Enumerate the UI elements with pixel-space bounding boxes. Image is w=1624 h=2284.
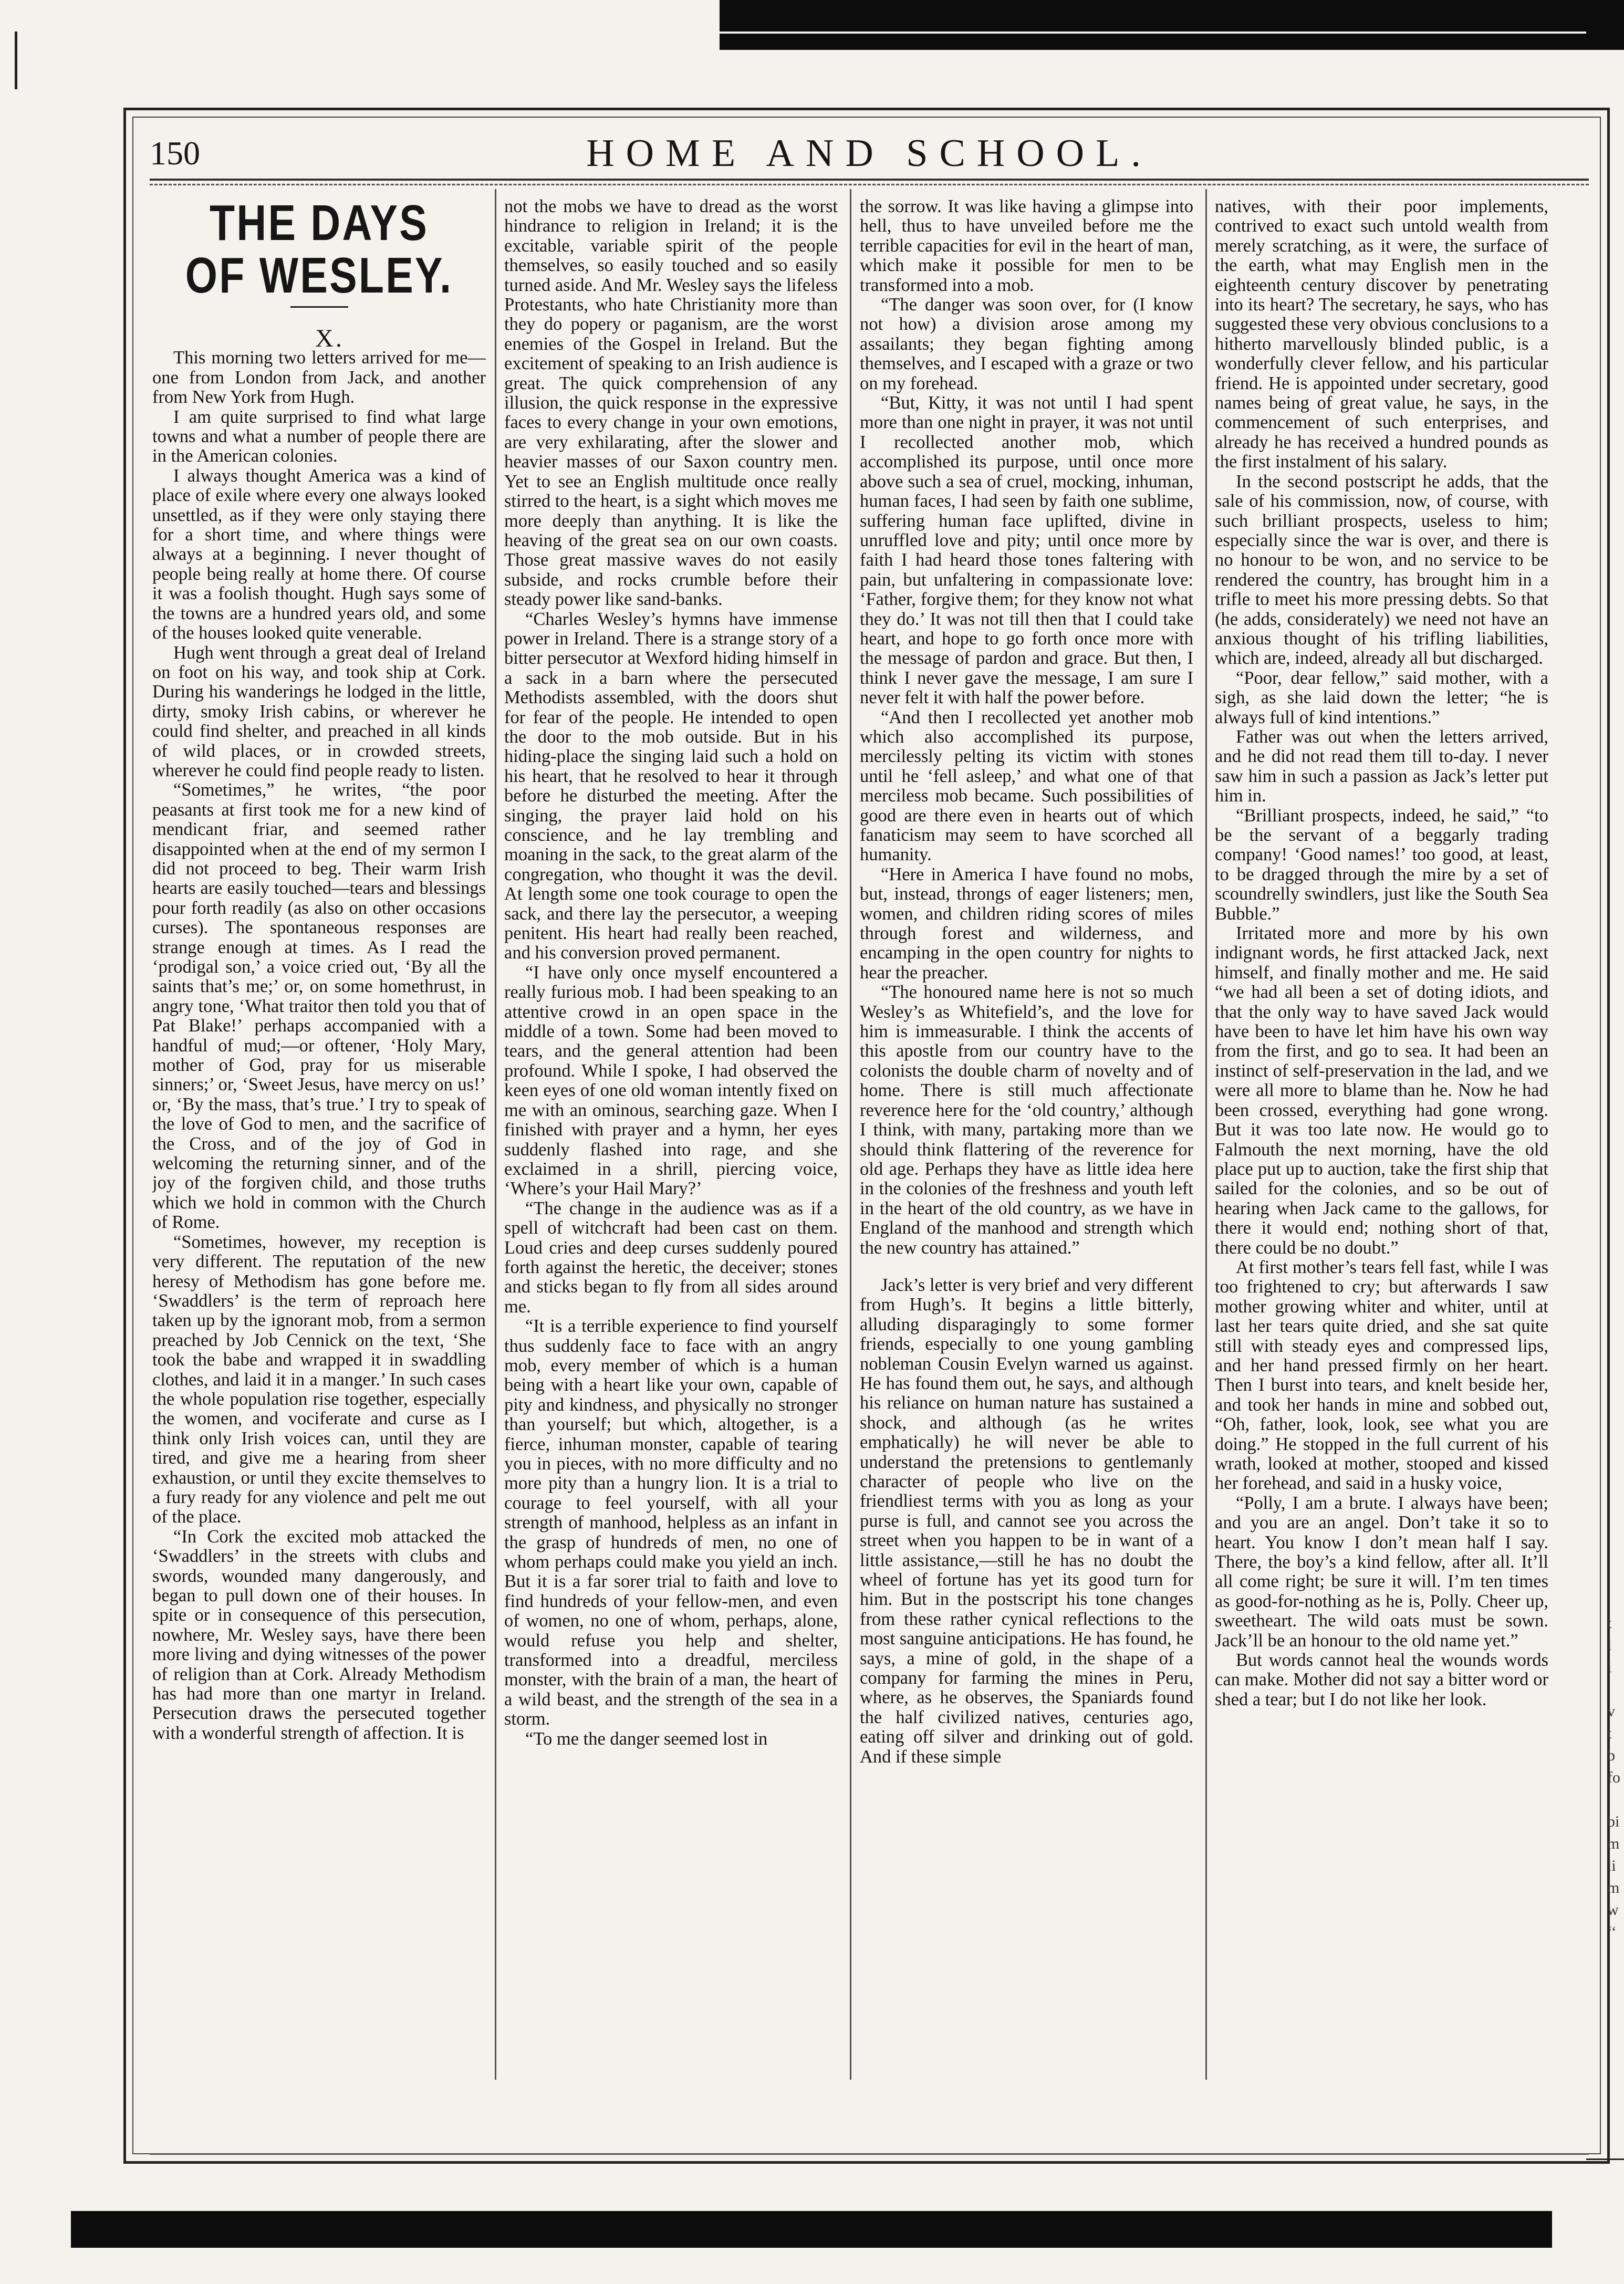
margin-fragment: w xyxy=(1607,1901,1619,1918)
margin-fragment: fo xyxy=(1607,1769,1620,1786)
paragraph: the sorrow. It was like having a glimpse into hell, thus to have unveiled before me the terrible capacities for evil in the heart of man, which make it possible for men to be transformed into a mob. xyxy=(860,197,1193,295)
scan-crease xyxy=(15,32,17,89)
paragraph: “It is a terrible experience to find yourself thus suddenly face to face with an angry mob, every member of which is a human being with a heart like your own, capable of pity and kindness, and physically no stronger than yourself; but which, altogether, is a fierce, inhuman monster, capable of tearing you in pieces, with no more difficulty and no more pity than a hungry lion. It is a trial to courage to feel yourself, with all your strength of manhood, helpless as an infant in the grasp of hundreds of men, no one of whom perhaps could make you yield an inch. But it is a far sorer trial to faith and love to find hundreds of your fellow-men, and even of women, no one of whom, perhaps, alone, would refuse you help and shelter, transformed into a dreadful, merciless monster, with the brain of a man, the heart of a wild beast, and the strength of the sea in a storm. xyxy=(504,1316,838,1729)
paragraph: Hugh went through a great deal of Ireland on foot on his way, and took ship at Cork. During his wanderings he lodged in the little, dirty, smoky Irish cabins, or wherever he could find shelter, and preached in all kinds of wild places, or in crowded streets, wherever he could find people ready to listen. xyxy=(152,642,486,780)
column-divider xyxy=(495,189,496,2080)
paragraph: “I have only once myself encountered a really furious mob. I had been speaking to an attentive crowd in an open space in the middle of a town. Some had been moved to tears, and the general attention had been profound. While I spoke, I had observed the keen eyes of one old woman intently fixed on me with an ominous, searching gaze. When I finished with prayer and a hymn, her eyes suddenly flashed into rage, and she exclaimed in a shrill, piercing voice, ‘Where’s your Hail Mary?’ xyxy=(504,962,838,1199)
header-dashed-rule xyxy=(150,184,1589,185)
paragraph: Father was out when the letters arrived, and he did not read them till to-day. I never saw him in such a passion as Jack’s letter put him in. xyxy=(1215,726,1548,806)
margin-fragment: m xyxy=(1607,1879,1620,1896)
column-divider xyxy=(850,189,851,2080)
paragraph: “But, Kitty, it was not until I had spent more than one night in prayer, it was not until I recollected another mob, which accomplished its purpose, until once more above such a sea of cruel, mocking, inhuman, human faces, I had seen by faith one sublime, suffering human face uplifted, divine in unruffled love and pity; until once more by faith I had heard those tones faltering with pain, but unfaltering in compassionate love: ‘Father, forgive them; for they know not what they do.’ It was not till then that I could take heart, and hope to go forth once more with the message of pardon and grace. But then, I think I never gave the message, I am sure I never felt it with half the power before. xyxy=(860,393,1193,708)
paragraph: In the second postscript he adds, that the sale of his commission, now, of course, with such brilliant prospects, useless to him; especially since the war is over, and there is no honour to be won, and no service to be rendered the country, has brought him in a trifle to meet his more pressing debts. So that (he adds, considerately) we need not have an anxious thought of his trifling liabilities, which are, indeed, already all but discharged. xyxy=(1215,471,1548,669)
text-column-2 xyxy=(504,197,838,2088)
header-rule xyxy=(150,179,1589,181)
paragraph: natives, with their poor implements, contrived to exact such untold wealth from merely scratching, as it were, the surface of the earth, what may English men in the eighteenth century discover by penetrating into its heart? The secretary, he says, who has suggested these very obvious conclusions to a hitherto marvellously blinded public, is a wonderfully clever fellow, and his particular friend. He is appointed under secretary, good names being of great value, he says, in the commencement of such enterprises, and already he has received a hundred pounds as the first instalment of his salary. xyxy=(1215,197,1548,472)
text-column-1 xyxy=(152,197,486,2088)
paragraph: “The honoured name here is not so much Wesley’s as Whitefield’s, and the love for him is immeasurable. I think the accents of this apostle from our country have to the colonists the double charm of novelty and of home. There is still much affectionate reverence here for the ‘old country,’ although I think, with many, partaking more than we should think flattering of the reverence for old age. Perhaps they have as little idea here in the colonies of the freshness and youth left in the heart of the old country, as we have in England of the manhood and strength which the new country has attained.” xyxy=(860,982,1193,1258)
paragraph: Irritated more and more by his own indignant words, he first attacked Jack, next himself, and finally mother and me. He said “we had all been a set of doting idiots, and that the only way to have saved Jack would have been to have let him have his own way from the first, and go to sea. It had been an instinct of self-preservation in the lad, and we were all more to blame than he. Now he had been crossed, everything had gone wrong. But it was too late now. He would go to Falmouth the next morning, have the old place put up to auction, take the first ship that sailed for the colonies, and so be out of hearing when Jack came to the gallows, for there it would end; nothing short of that, there could be no doubt.” xyxy=(1215,923,1548,1258)
paragraph: But words cannot heal the wounds words can make. Mother did not say a bitter word or shed a tear; but I do not like her look. xyxy=(1215,1650,1548,1709)
margin-fragment: t xyxy=(1607,1614,1612,1632)
page-number: 150 xyxy=(150,134,200,172)
paragraph: “The change in the audience was as if a spell of witchcraft had been cast on them. Loud cries and deep curses suddenly poured forth against the heretic, the deceiver; stones and sticks began to fly from all sides around me. xyxy=(504,1198,838,1317)
text-column-3 xyxy=(860,197,1193,2088)
margin-fragment: t xyxy=(1607,1725,1612,1742)
paragraph: At first mother’s tears fell fast, while I was too frightened to cry; but afterwards I saw mother growing whiter and whiter, until at last her tears quite dried, and she sat quite still with steady eyes and compressed lips, and her hand pressed firmly on her heart. Then I burst into tears, and knelt beside her, and took her hands in mine and sobbed out, “Oh, father, look, look, see what you are doing.” He stopped in the full current of his wrath, looked at mother, stooped and kissed her forehead, and said in a husky voice, xyxy=(1215,1257,1548,1494)
paragraph: “Polly, I am a brute. I always have been; and you are an angel. Don’t take it so to heart. You know I don’t mean half I say. There, the boy’s a kind fellow, after all. It’ll all come right; be sure it will. I’m ten times as good-for-nothing as he is, Polly. Cheer up, sweetheart. The wild oats must be sown. Jack’ll be an honour to the old name yet.” xyxy=(1215,1493,1548,1651)
adjacent-page-fragments xyxy=(1607,1612,1624,1943)
paragraph: “Charles Wesley’s hymns have immense power in Ireland. There is a strange story of a bitter persecutor at Wexford hiding himself in a sack in a barn where the persecuted Methodists assembled, with the doors shut for fear of the people. He intended to open the door to the mob outside. But in his hiding-place the singing laid such a hold on his heart, that he resolved to hear it through before he disturbed the meeting. After the singing, the prayer laid hold on his conscience, and he lay trembling and moaning in the sack, to the great alarm of the congregation, who thought it was the devil. At length some one took courage to open the sack, and there lay the persecutor, a weeping penitent. His heart had really been reached, and his conversion proved permanent. xyxy=(504,609,838,963)
margin-fragment: bi xyxy=(1607,1813,1620,1830)
bottom-black-edge xyxy=(71,2211,1552,2248)
chapter-number: X. xyxy=(315,325,344,352)
article-title: THE DAYS OF WESLEY. xyxy=(185,197,453,304)
paragraph: “Sometimes,” he writes, “the poor peasants at first took me for a new kind of mendicant friar, and seemed rather disappointed when at the end of my sermon I did not proceed to beg. Their warm Irish hearts are easily touched—tears and blessings pour forth readily (as also on other occasions curses). The spontaneous responses are strange enough at times. As I read the ‘prodigal son,’ a voice cried out, ‘By all the saints that’s me;’ or, on some homethrust, in angry tone, ‘What traitor then told you that of Pat Blake!’ perhaps accompanied with a handful of mud;—or oftener, ‘Holy Mary, mother of God, pray for us miserable sinners;’ or, ‘Sweet Jesus, have mercy on us!’ or, ‘By the mass, that’s true.’ I try to speak of the love of God to men, and the sacrifice of the Cross, and of the joy of God in welcoming the returning sinner, and of the joy of the forgiven child, and those truths which we hold in common with the Church of Rome. xyxy=(152,780,486,1233)
margin-fragment: i xyxy=(1607,1659,1612,1676)
paragraph: “Here in America I have found no mobs, but, instead, throngs of eager listeners; men, women, and children riding scores of miles through forest and wilderness, and encamping in the open country for nights to hear the preacher. xyxy=(860,864,1193,983)
fold-mark xyxy=(1586,2158,1624,2160)
column-divider xyxy=(1205,189,1207,2080)
margin-fragment: li xyxy=(1607,1857,1616,1874)
running-title: HOME AND SCHOOL. xyxy=(586,132,1152,175)
margin-fragment: l xyxy=(1607,1636,1612,1654)
paragraph: not the mobs we have to dread as the worst hindrance to religion in Ireland; it is the excitable, variable spirit of the people themselves, so easily touched and so easily turned aside. And Mr. Wesley says the lifeless Protestants, who hate Christianity more than they do popery or paganism, are the worst enemies of the Gospel in Ireland. But the excitement of speaking to an Irish audience is great. The quick comprehension of any illusion, the quick response in the expressive faces to every change in your own emotions, are very exhilarating, after the slower and heavier masses of our Saxon country men. Yet to see an English multitude once really stirred to the heart, is a sight which moves me more deeply than anything. It is like the heaving of the great sea on our own coasts. Those great massive waves do not easily subside, and rocks crumble before their steady power like sand-banks. xyxy=(504,197,838,610)
paragraph: Jack’s letter is very brief and very different from Hugh’s. It begins a little bitterly, alluding disparagingly to some former friends, especially to one young gambling nobleman Cousin Evelyn warned us against. He has found them out, he says, and although his reliance on human nature has sustained a shock, and although (as he writes emphatically) he will never be able to understand the pretensions to gentlemanly character of people who live on the friendliest terms with you as long as your purse is full, and cannot see you across the street when you happen to be in want of a little assistance,—still he has no doubt the wheel of fortune has yet its good turn for him. But in the postscript his tone changes from these rather cynical reflections to the most sanguine anticipations. He has found, he says, a mine of gold, in the shape of a company for farming the mines in Peru, where, as he observes, the Spaniards found the half civilized natives, centuries ago, eating off silver and drinking out of gold. And if these simple xyxy=(860,1275,1193,1767)
paragraph: This morning two letters arrived for me—one from London from Jack, and another from New York from Hugh. xyxy=(152,348,486,408)
page-header xyxy=(150,129,1589,186)
margin-fragment: ‘‘ xyxy=(1607,1923,1617,1941)
title-rule xyxy=(290,306,348,308)
text-column-4 xyxy=(1215,197,1548,2088)
margin-fragment: b xyxy=(1607,1747,1615,1764)
paragraph: I always thought America was a kind of place of exile where every one always looked unsettled, as if they were only staying there for a short time, and where things were always at a beginning. I never thought of people being really at home there. Of course it was a foolish thought. Hugh says some of the towns are a hundred years old, and some of the houses looked quite venerable. xyxy=(152,465,486,643)
paragraph: “The danger was soon over, for (I know not how) a division arose among my assailants; they began fighting among themselves, and I escaped with a graze or two on my forehead. xyxy=(860,295,1193,393)
paragraph: “Brilliant prospects, indeed, he said,” “to be the servant of a beggarly trading company! ‘Good names!’ too good, at least, to be dragged through the mire by a set of scoundrelly swindlers, just like the South Sea Bubble.” xyxy=(1215,805,1548,924)
margin-fragment: m xyxy=(1607,1835,1620,1852)
paragraph: “To me the danger seemed lost in xyxy=(525,1728,768,1749)
paragraph: “And then I recollected yet another mob which also accomplished its purpose, mercilessly pelting its victim with stones until he ‘fell asleep,’ and what one of that merciless mob became. Such possibilities of good are there even in hearts out of which fanaticism may seem to have scorched all humanity. xyxy=(860,707,1193,865)
paragraph: “Sometimes, however, my reception is very different. The reputation of the new heresy of Methodism has gone before me. ‘Swaddlers’ is the term of reproach here taken up by the ignorant mob, from a sermon preached by Job Cennick on the text, ‘She took the babe and wrapped it in swaddling clothes, and laid it in a manger.’ In such cases the whole population rise together, especially the women, and vociferate and curse as I think only Irish voices can, until they are tired, and give me a hearing from sheer exhaustion, or until they excite themselves to a fury ready for any violence and pelt me out of the place. xyxy=(152,1232,486,1527)
top-edge-gap xyxy=(720,32,1586,34)
footer-rule xyxy=(150,2153,1589,2155)
paragraph: “Poor, dear fellow,” said mother, with a sigh, as she laid down the letter; “he is always full of kind intentions.” xyxy=(1215,668,1548,727)
margin-fragment: v xyxy=(1607,1703,1615,1720)
paragraph: I am quite surprised to find what large towns and what a number of people there are in the American colonies. xyxy=(152,406,486,466)
paragraph: “In Cork the excited mob attacked the ‘Swaddlers’ in the streets with clubs and swords, wounded many dangerously, and began to pull down one of their houses. In spite or in consequence of this persecution, nowhere, Mr. Wesley says, have there been more living and dying witnesses of the power of religion than at Cork. Already Methodism has had more than one martyr in Ireland. Persecution draws the persecuted together with a wonderful strength of affection. It is xyxy=(152,1526,486,1743)
top-black-edge xyxy=(720,0,1624,50)
